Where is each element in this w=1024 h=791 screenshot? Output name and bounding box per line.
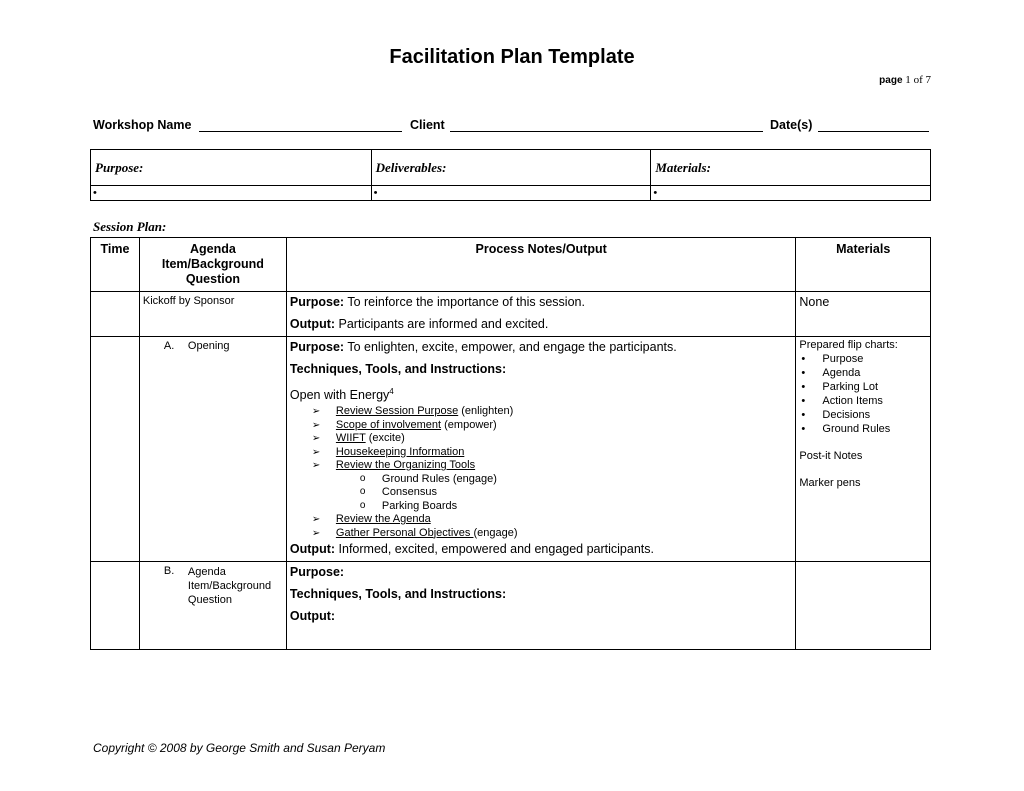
notes-cell [286,292,795,337]
deliverables-header: Deliverables: [371,150,651,186]
list-item: • Decisions [799,408,927,422]
page-indicator [879,74,931,86]
purpose-bullet-cell[interactable]: • [91,186,372,201]
list-item: o Consensus [359,486,437,499]
purpose-label: Purpose: [289,565,345,579]
list-item: o Ground Rules (engage) [359,472,497,485]
opening-steps-list [290,405,792,540]
time-cell[interactable] [91,562,140,650]
purpose-header: Purpose: [91,150,372,186]
open-with-energy: Open with Energy$^4$ [289,387,394,403]
agenda-cell: Kickoff by Sponsor [139,292,286,337]
materials-header: Materials [796,238,931,292]
arrow-bullet-icon: ➢ [311,460,321,472]
agenda-cell [139,337,286,562]
agenda-text: Opening [187,340,230,352]
circle-bullet-icon: o [359,499,366,511]
agenda-cell [139,562,286,650]
techniques-label: Techniques, Tools, and Instructions: [289,362,507,376]
page-label: page [879,75,903,86]
list-item: • Agenda [799,366,927,380]
dates-label: Date(s) [770,118,813,132]
notes-header: Process Notes/Output [286,238,795,292]
list-item: ➢ Review the Organizing Tools o Ground Rules (engage) o Consensus o Parking Boards [290,459,792,513]
materials-cell[interactable] [796,562,931,650]
arrow-bullet-icon: ➢ [311,446,321,458]
notes-cell [286,337,795,562]
time-cell[interactable] [91,292,140,337]
agenda-letter: A. [163,340,175,352]
agenda-header: Agenda Item/Background Question [139,238,286,292]
time-header: Time [91,238,140,292]
organizing-tools-sublist [336,473,792,514]
arrow-bullet-icon: ➢ [311,406,321,418]
list-item: • Parking Lot [799,380,927,394]
purpose-text: To reinforce the importance of this session. [347,295,585,309]
page-total: of 7 [913,74,931,86]
list-item: ➢ Scope of involvement (empower) [311,418,497,431]
arrow-bullet-icon: ➢ [311,514,321,526]
materials-bullet-cell[interactable]: • [651,186,931,201]
arrow-bullet-icon: ➢ [311,419,321,431]
agenda-letter: B. [163,565,175,577]
marker-pens: Marker pens [799,477,861,489]
header-fields [93,118,930,134]
dates-field[interactable] [818,131,929,132]
copyright-footer: Copyright © 2008 by George Smith and Susan Peryam [93,741,386,755]
document-title: Facilitation Plan Template [389,46,635,68]
list-item: • Purpose [799,352,927,366]
flip-charts-list [799,352,927,436]
output-label: Output: [289,317,336,331]
list-item: o Parking Boards [359,499,458,512]
purpose-label: Purpose: [289,340,345,354]
purpose-deliverables-materials-table [90,149,931,201]
list-item: ➢ WIIFT (excite) [311,432,405,445]
session-plan-label: Session Plan: [93,219,167,234]
techniques-label: Techniques, Tools, and Instructions: [289,587,507,601]
list-item: ➢ Review Session Purpose (enlighten) [311,405,514,418]
arrow-bullet-icon: ➢ [311,527,321,539]
list-item: ➢ Review the Agenda [311,513,431,526]
list-item: ➢ Housekeeping Information [311,445,465,458]
list-item: ➢ Gather Personal Objectives (engage) [311,526,518,539]
materials-cell: None [796,292,931,337]
page-current: 1 [905,74,911,86]
materials-header: Materials: [651,150,931,186]
workshop-name-label: Workshop Name [93,118,192,132]
table-row-agenda-item [91,562,931,650]
output-label: Output: [289,542,336,557]
client-field[interactable] [450,131,763,132]
circle-bullet-icon: o [359,472,366,484]
deliverables-bullet-cell[interactable]: • [371,186,651,201]
table-row-kickoff [91,292,931,337]
workshop-name-field[interactable] [199,131,402,132]
output-text: Participants are informed and excited. [338,317,549,331]
purpose-label: Purpose: [289,295,345,309]
list-item: • Action Items [799,394,927,408]
time-cell[interactable] [91,337,140,562]
client-label: Client [410,118,445,132]
output-text: Informed, excited, empowered and engaged participants. [338,542,654,557]
notes-cell [286,562,795,650]
materials-title: Prepared flip charts: [799,339,898,351]
agenda-text: Agenda Item/Background Question [187,566,272,606]
circle-bullet-icon: o [359,486,366,498]
table-row-opening [91,337,931,562]
materials-cell [796,337,931,562]
postit-notes: Post-it Notes [799,450,863,462]
session-plan-table [90,237,931,650]
output-label: Output: [289,609,336,623]
arrow-bullet-icon: ➢ [311,433,321,445]
list-item: • Ground Rules [799,422,927,436]
purpose-text: To enlighten, excite, empower, and engage the participants. [347,340,677,354]
